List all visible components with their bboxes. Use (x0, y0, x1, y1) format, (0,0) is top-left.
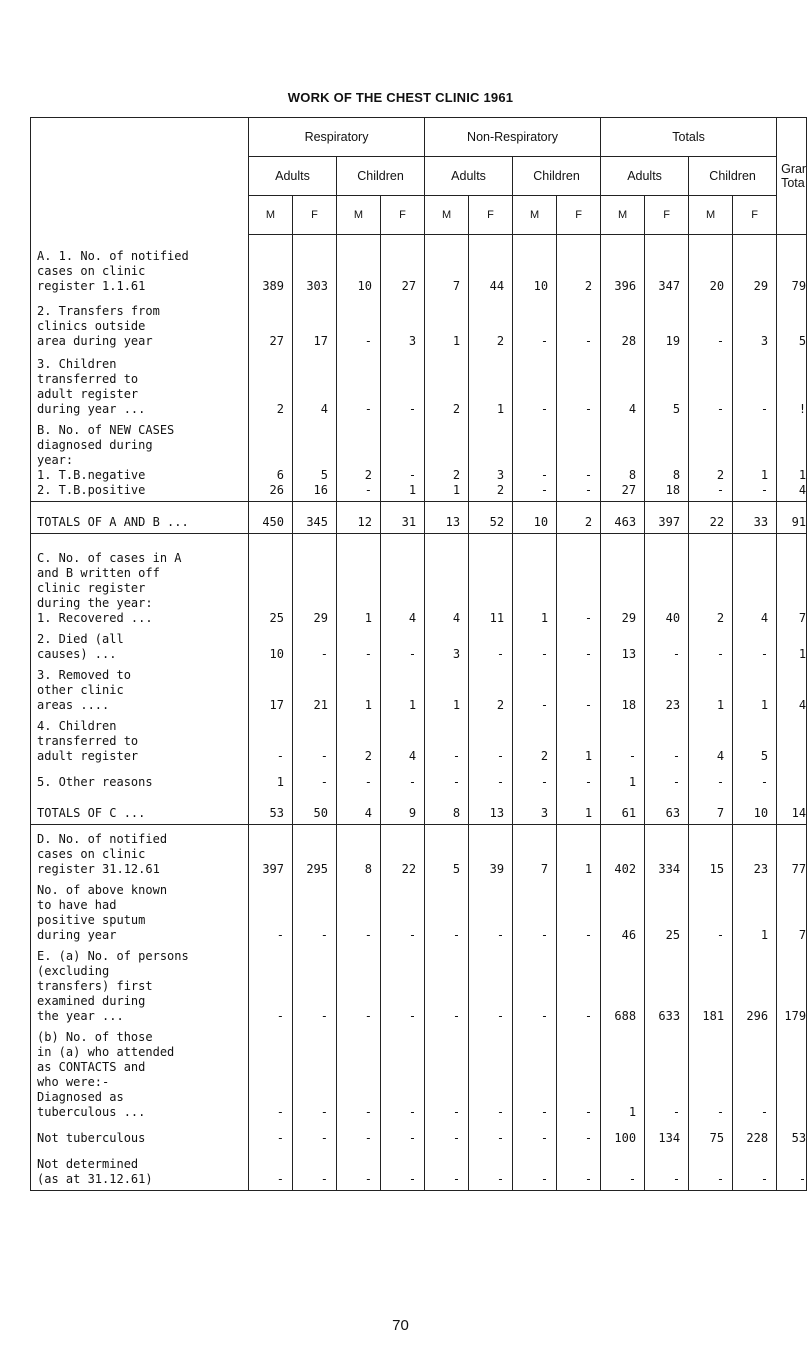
value-cell: - (249, 1149, 293, 1191)
table-row (31, 235, 807, 297)
header-grand-total: Grar Tota (777, 118, 807, 235)
value-cell: - (293, 1027, 337, 1123)
value-cell: 18 (601, 665, 645, 716)
value-cell: - (733, 767, 777, 793)
value-cell: - (425, 716, 469, 767)
value-cell: 29 (601, 534, 645, 629)
grand-total-cell (777, 767, 807, 793)
value-cell: 450 (249, 502, 293, 534)
value-cell: 4 (293, 352, 337, 420)
value-cell: 52 (469, 502, 513, 534)
row-label: A. 1. No. of notified cases on clinic register 1.1.61 (31, 235, 249, 297)
header-male: M (337, 196, 381, 235)
value-cell: 5 (645, 352, 689, 420)
value-cell: 10 (513, 235, 557, 297)
value-cell: - (601, 716, 645, 767)
header-male: M (249, 196, 293, 235)
value-cell: - (557, 629, 601, 665)
value-cell: - - (513, 420, 557, 502)
value-cell: - (249, 1027, 293, 1123)
value-cell: - (337, 297, 381, 352)
value-cell: 2 (337, 716, 381, 767)
value-cell: 19 (645, 297, 689, 352)
value-cell: 10 (249, 629, 293, 665)
value-cell: 4 (337, 793, 381, 825)
value-cell: 2 - (689, 420, 733, 502)
value-cell: 1 (557, 716, 601, 767)
row-label: 4. Children transferred to adult register (31, 716, 249, 767)
value-cell: - (469, 946, 513, 1027)
value-cell: 2 (469, 297, 513, 352)
table-row (31, 297, 807, 352)
table-row (31, 825, 807, 880)
table-row (31, 352, 807, 420)
value-cell: 5 (425, 825, 469, 880)
header-children: Children (513, 157, 601, 196)
value-cell: - 1 (381, 420, 425, 502)
value-cell: - (337, 767, 381, 793)
value-cell: 2 1 (425, 420, 469, 502)
value-cell: 61 (601, 793, 645, 825)
header-female: F (381, 196, 425, 235)
row-label: TOTALS OF A AND B ... (31, 502, 249, 534)
value-cell: 25 (249, 534, 293, 629)
value-cell: 1 (601, 1027, 645, 1123)
value-cell: 1 (733, 880, 777, 946)
table-row (31, 767, 807, 793)
value-cell: - (733, 352, 777, 420)
value-cell: - (469, 716, 513, 767)
value-cell: 396 (601, 235, 645, 297)
value-cell: 27 (381, 235, 425, 297)
header-children: Children (689, 157, 777, 196)
row-label: D. No. of notified cases on clinic register 31.12.61 (31, 825, 249, 880)
value-cell: 27 (249, 297, 293, 352)
value-cell: 1 (381, 665, 425, 716)
value-cell: - (249, 946, 293, 1027)
value-cell: - (513, 629, 557, 665)
value-cell: - (337, 629, 381, 665)
row-label: No. of above known to have had positive sputum during year (31, 880, 249, 946)
value-cell: 303 (293, 235, 337, 297)
value-cell: 4 (601, 352, 645, 420)
header-female: F (733, 196, 777, 235)
grand-total-cell: ! (777, 352, 807, 420)
value-cell: 463 (601, 502, 645, 534)
page-number: 70 (392, 1317, 409, 1334)
value-cell: - (733, 1149, 777, 1191)
table-row (31, 1027, 807, 1123)
value-cell: - (557, 946, 601, 1027)
value-cell: - (557, 665, 601, 716)
value-cell: 63 (645, 793, 689, 825)
value-cell: - (513, 767, 557, 793)
value-cell: 345 (293, 502, 337, 534)
value-cell: 3 2 (469, 420, 513, 502)
value-cell: 1 (425, 297, 469, 352)
value-cell: - (513, 1027, 557, 1123)
table-row (31, 502, 807, 534)
table-row (31, 534, 807, 629)
value-cell: 1 (557, 793, 601, 825)
table-row (31, 665, 807, 716)
value-cell: - (425, 1027, 469, 1123)
chest-clinic-table (30, 117, 807, 1191)
value-cell: 13 (469, 793, 513, 825)
header-female: F (293, 196, 337, 235)
value-cell: 28 (601, 297, 645, 352)
value-cell: - (249, 880, 293, 946)
value-cell: 46 (601, 880, 645, 946)
header-male: M (513, 196, 557, 235)
value-cell: 1 (469, 352, 513, 420)
grand-total-cell: 53 (777, 1123, 807, 1149)
value-cell: - (425, 946, 469, 1027)
grand-total-cell: 1 4 (777, 420, 807, 502)
table-row (31, 880, 807, 946)
value-cell: - (557, 1149, 601, 1191)
row-label: TOTALS OF C ... (31, 793, 249, 825)
value-cell: - (557, 297, 601, 352)
value-cell: - (381, 1149, 425, 1191)
value-cell: - (469, 1027, 513, 1123)
value-cell: - (337, 352, 381, 420)
value-cell: 3 (425, 629, 469, 665)
value-cell: 21 (293, 665, 337, 716)
value-cell: - (733, 1027, 777, 1123)
row-label: E. (a) No. of persons (excluding transfers) first examined during the year ... (31, 946, 249, 1027)
value-cell: - (293, 629, 337, 665)
value-cell: - (293, 880, 337, 946)
value-cell: 347 (645, 235, 689, 297)
value-cell: 397 (645, 502, 689, 534)
value-cell: - (689, 352, 733, 420)
value-cell: - (249, 1123, 293, 1149)
value-cell: 13 (601, 629, 645, 665)
grand-total-cell: 7 (777, 880, 807, 946)
value-cell: 228 (733, 1123, 777, 1149)
grand-total-cell: 4 (777, 665, 807, 716)
value-cell: 50 (293, 793, 337, 825)
value-cell: 2 - (337, 420, 381, 502)
value-cell: - (293, 767, 337, 793)
value-cell: 23 (733, 825, 777, 880)
header-adults: Adults (249, 157, 337, 196)
grand-total-cell: - (777, 1149, 807, 1191)
row-label: 3. Children transferred to adult register during year ... (31, 352, 249, 420)
value-cell: 1 (557, 825, 601, 880)
value-cell: 334 (645, 825, 689, 880)
corner-cell (31, 118, 249, 235)
value-cell: - (293, 946, 337, 1027)
value-cell: 15 (689, 825, 733, 880)
value-cell: 10 (337, 235, 381, 297)
header-children: Children (337, 157, 425, 196)
value-cell: 75 (689, 1123, 733, 1149)
value-cell: - (381, 946, 425, 1027)
value-cell: 25 (645, 880, 689, 946)
value-cell: 2 (425, 352, 469, 420)
header-male: M (601, 196, 645, 235)
header-male: M (689, 196, 733, 235)
value-cell: - (337, 1149, 381, 1191)
value-cell: 31 (381, 502, 425, 534)
header-adults: Adults (601, 157, 689, 196)
value-cell: - (645, 767, 689, 793)
value-cell: - (469, 629, 513, 665)
value-cell: 1 (337, 534, 381, 629)
page-title: WORK OF THE CHEST CLINIC 1961 (287, 90, 514, 105)
value-cell: - (469, 767, 513, 793)
value-cell: - (689, 1027, 733, 1123)
value-cell: 4 (733, 534, 777, 629)
value-cell: - (381, 880, 425, 946)
value-cell: 1 (513, 534, 557, 629)
value-cell: 8 (425, 793, 469, 825)
value-cell: - (513, 880, 557, 946)
value-cell: - (645, 716, 689, 767)
value-cell: 1 (733, 665, 777, 716)
value-cell: 2 (557, 235, 601, 297)
grand-total-cell: 77 (777, 825, 807, 880)
value-cell: 1 (689, 665, 733, 716)
header-male: M (425, 196, 469, 235)
value-cell: 402 (601, 825, 645, 880)
value-cell: - (337, 1027, 381, 1123)
value-cell: 17 (249, 665, 293, 716)
value-cell: 100 (601, 1123, 645, 1149)
value-cell: - (733, 629, 777, 665)
value-cell: - (293, 1123, 337, 1149)
table-row (31, 793, 807, 825)
value-cell: - (645, 1149, 689, 1191)
value-cell: - (513, 946, 557, 1027)
grand-total-cell: 179 (777, 946, 807, 1027)
value-cell: 8 18 (645, 420, 689, 502)
value-cell: - (249, 716, 293, 767)
value-cell: 3 (513, 793, 557, 825)
value-cell: - (513, 1123, 557, 1149)
value-cell: 6 26 (249, 420, 293, 502)
row-label: Not determined (as at 31.12.61) (31, 1149, 249, 1191)
value-cell: 7 (513, 825, 557, 880)
table-row (31, 1123, 807, 1149)
header-adults: Adults (425, 157, 513, 196)
value-cell: - (293, 1149, 337, 1191)
value-cell: - (381, 352, 425, 420)
value-cell: 20 (689, 235, 733, 297)
value-cell: 4 (425, 534, 469, 629)
value-cell: 17 (293, 297, 337, 352)
value-cell: - (425, 767, 469, 793)
grand-total-cell: 91 (777, 502, 807, 534)
value-cell: - - (557, 420, 601, 502)
value-cell: 5 16 (293, 420, 337, 502)
value-cell: - (425, 1149, 469, 1191)
value-cell: - (337, 1123, 381, 1149)
row-label: C. No. of cases in A and B written off clinic register during the year: 1. Recovered ... (31, 534, 249, 629)
value-cell: - (645, 1027, 689, 1123)
value-cell: - (601, 1149, 645, 1191)
header-female: F (557, 196, 601, 235)
value-cell: 12 (337, 502, 381, 534)
value-cell: 2 (469, 665, 513, 716)
value-cell: - (381, 629, 425, 665)
header-female: F (469, 196, 513, 235)
grand-total-cell: 7 (777, 534, 807, 629)
value-cell: 2 (689, 534, 733, 629)
value-cell: - (557, 767, 601, 793)
value-cell: 53 (249, 793, 293, 825)
value-cell: - (557, 880, 601, 946)
value-cell: - (513, 1149, 557, 1191)
value-cell: 2 (513, 716, 557, 767)
value-cell: 1 (601, 767, 645, 793)
value-cell: 39 (469, 825, 513, 880)
value-cell: 1 (337, 665, 381, 716)
value-cell: - (469, 1149, 513, 1191)
value-cell: 8 27 (601, 420, 645, 502)
value-cell: 2 (249, 352, 293, 420)
value-cell: 1 (249, 767, 293, 793)
value-cell: - (645, 629, 689, 665)
value-cell: 29 (293, 534, 337, 629)
value-cell: - (381, 1027, 425, 1123)
value-cell: 4 (381, 534, 425, 629)
value-cell: 389 (249, 235, 293, 297)
value-cell: 1 - (733, 420, 777, 502)
value-cell: - (293, 716, 337, 767)
row-label: Not tuberculous (31, 1123, 249, 1149)
grand-total-cell: 79 (777, 235, 807, 297)
value-cell: 3 (733, 297, 777, 352)
value-cell: - (557, 534, 601, 629)
value-cell: 22 (381, 825, 425, 880)
value-cell: 13 (425, 502, 469, 534)
value-cell: - (513, 297, 557, 352)
value-cell: 4 (381, 716, 425, 767)
row-label: 2. Transfers from clinics outside area during year (31, 297, 249, 352)
value-cell: 44 (469, 235, 513, 297)
row-label: 3. Removed to other clinic areas .... (31, 665, 249, 716)
value-cell: 688 (601, 946, 645, 1027)
value-cell: 2 (557, 502, 601, 534)
row-label: 5. Other reasons (31, 767, 249, 793)
value-cell: 33 (733, 502, 777, 534)
grand-total-cell: 1 (777, 629, 807, 665)
value-cell: - (337, 880, 381, 946)
value-cell: 11 (469, 534, 513, 629)
value-cell: - (557, 352, 601, 420)
value-cell: 134 (645, 1123, 689, 1149)
value-cell: 22 (689, 502, 733, 534)
value-cell: 40 (645, 534, 689, 629)
value-cell: - (469, 880, 513, 946)
grand-total-cell: 5 (777, 297, 807, 352)
grand-total-cell (777, 1027, 807, 1123)
value-cell: 10 (733, 793, 777, 825)
value-cell: - (425, 880, 469, 946)
value-cell: - (425, 1123, 469, 1149)
value-cell: 9 (381, 793, 425, 825)
value-cell: 181 (689, 946, 733, 1027)
table-row (31, 716, 807, 767)
row-label: (b) No. of those in (a) who attended as CONTACTS and who were:- Diagnosed as tuberculous ... (31, 1027, 249, 1123)
value-cell: 4 (689, 716, 733, 767)
value-cell: - (381, 767, 425, 793)
table-row (31, 946, 807, 1027)
value-cell: 10 (513, 502, 557, 534)
header-totals: Totals (601, 118, 777, 157)
value-cell: 5 (733, 716, 777, 767)
value-cell: 8 (337, 825, 381, 880)
table-row (31, 629, 807, 665)
value-cell: - (689, 629, 733, 665)
header-respiratory: Respiratory (249, 118, 425, 157)
value-cell: - (557, 1123, 601, 1149)
row-label: 2. Died (all causes) ... (31, 629, 249, 665)
value-cell: 1 (425, 665, 469, 716)
value-cell: 296 (733, 946, 777, 1027)
value-cell: 633 (645, 946, 689, 1027)
value-cell: 7 (425, 235, 469, 297)
value-cell: 7 (689, 793, 733, 825)
value-cell: - (689, 297, 733, 352)
value-cell: - (689, 767, 733, 793)
grand-total-cell (777, 716, 807, 767)
row-label: B. No. of NEW CASES diagnosed during year: 1. T.B.negative 2. T.B.positive (31, 420, 249, 502)
value-cell: - (381, 1123, 425, 1149)
header-female: F (645, 196, 689, 235)
value-cell: - (689, 1149, 733, 1191)
value-cell: - (513, 352, 557, 420)
value-cell: 397 (249, 825, 293, 880)
value-cell: 23 (645, 665, 689, 716)
value-cell: 295 (293, 825, 337, 880)
grand-total-cell: 14 (777, 793, 807, 825)
value-cell: - (557, 1027, 601, 1123)
value-cell: - (469, 1123, 513, 1149)
value-cell: - (689, 880, 733, 946)
table-row (31, 420, 807, 502)
value-cell: 29 (733, 235, 777, 297)
value-cell: 3 (381, 297, 425, 352)
value-cell: - (513, 665, 557, 716)
header-non-respiratory: Non-Respiratory (425, 118, 601, 157)
value-cell: - (337, 946, 381, 1027)
table-row (31, 1149, 807, 1191)
